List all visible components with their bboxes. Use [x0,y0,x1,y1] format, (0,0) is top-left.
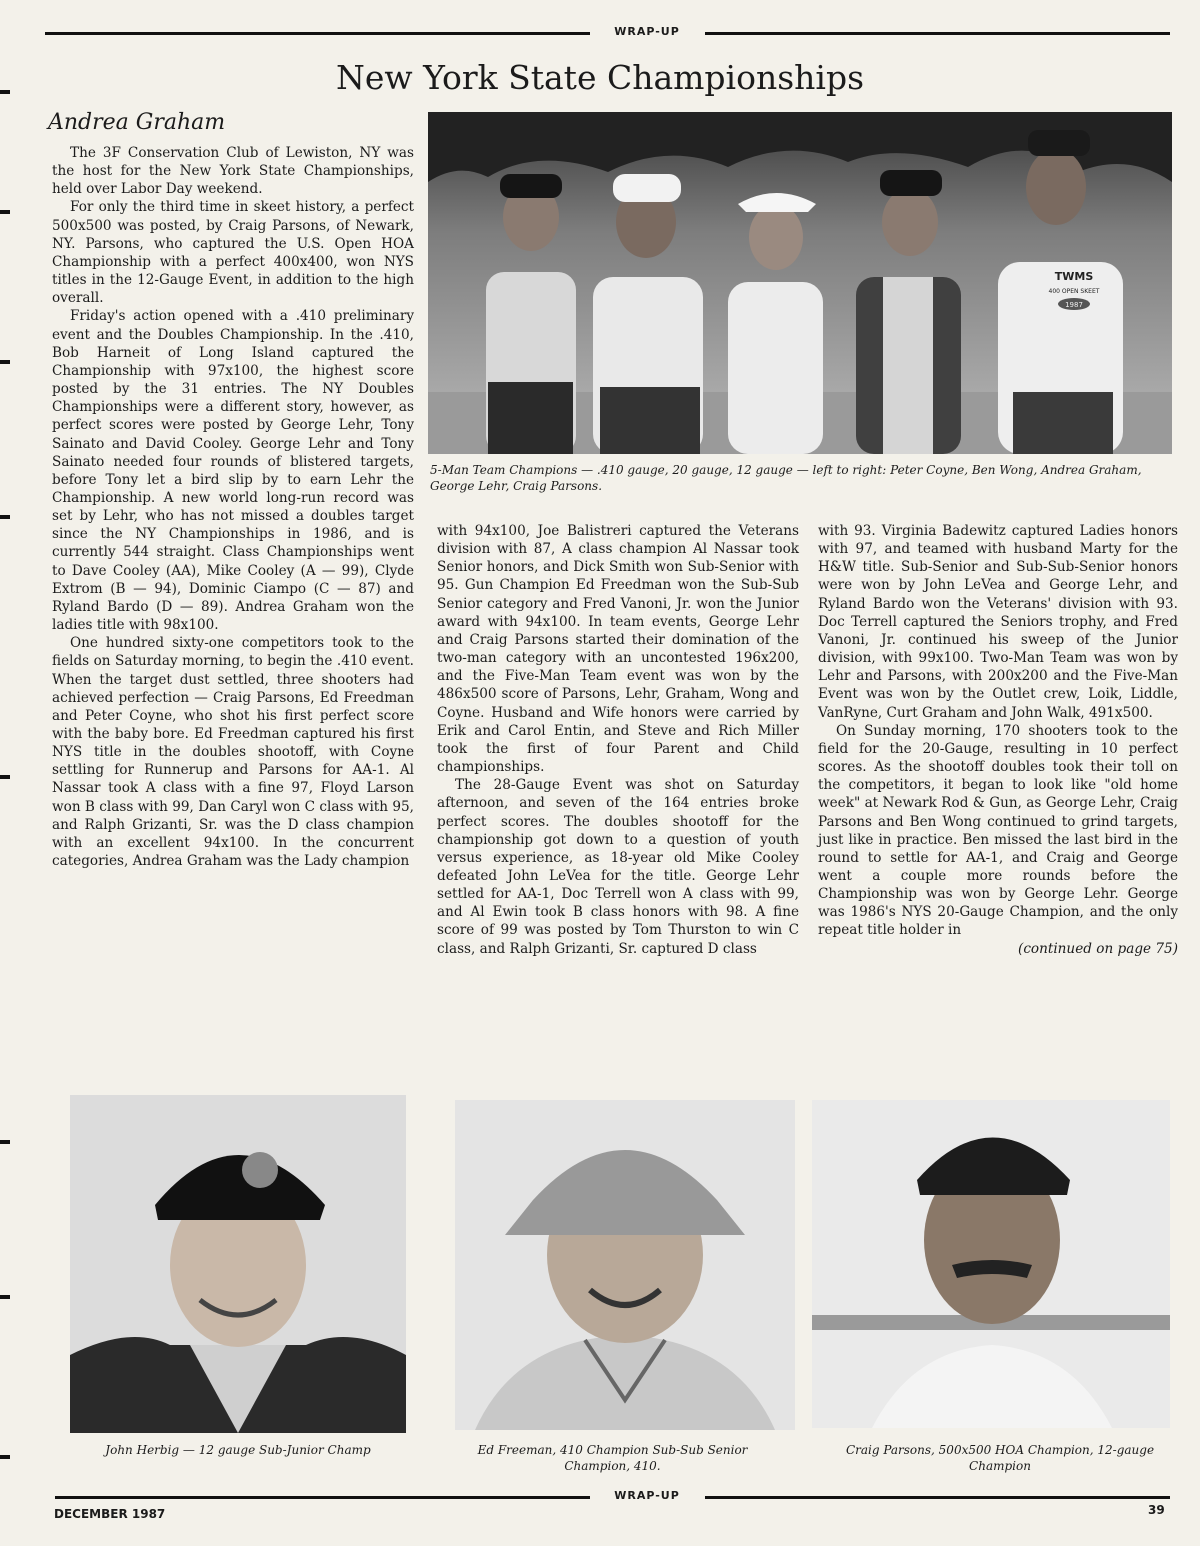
footer-line-right [705,1496,1170,1499]
binder-mark [0,1140,10,1144]
continued-note: (continued on page 75) [1018,940,1178,957]
portrait-photo-3 [812,1100,1170,1428]
portrait-caption-2: Ed Freeman, 410 Champion Sub-Sub Senior Champion, 410. [477,1443,748,1473]
page-number: 39 [1148,1503,1165,1517]
binder-mark [0,1455,10,1459]
shirt-text-line3: 1987 [1065,301,1083,309]
portrait-caption-3: Craig Parsons, 500x500 HOA Champion, 12-gauge Champion [845,1443,1155,1473]
shirt-text-line2: 400 OPEN SKEET [1048,288,1100,295]
footer-date: DECEMBER 1987 [54,1507,166,1521]
header-section-tag: WRAP-UP [614,25,680,38]
portrait-caption-1: John Herbig — 12 gauge Sub-Junior Champ [105,1443,371,1457]
paragraph: On Sunday morning, 170 shooters took to the field for the 20-Gauge, resulting in 10 perfect scores. As the shootoff doubles took their toll on the competitors, it began to look like "old home week" at Newark Rod & Gun, as George Lehr, Craig Parsons and Ben Wong continued to grind targets, just like in practice. Ben missed the last bird in the round to settle for AA-1, and Craig and George went a couple more rounds before the Championship was won by George Lehr. George was 1986's NYS 20-Gauge Champion, and the only repeat title holder in [818,722,1178,939]
binder-mark [0,210,10,214]
footer-rule [45,1490,1170,1504]
article-title: New York State Championships [335,58,865,97]
article-column-1 [52,144,414,870]
team-photo-caption: 5-Man Team Champions — .410 gauge, 20 gauge, 12 gauge — left to right: Peter Coyne, Ben Wong, Andrea Graham, George Lehr, Craig Parsons. [430,463,1142,493]
paragraph: Friday's action opened with a .410 preliminary event and the Doubles Championship. In the .410, Bob Harneit of Long Island captured the Championship with 97x100, the highest score posted by the 31 entries. The NY Doubles Championships were a different story, however, as perfect scores were posted by George Lehr, Tony Sainato and David Cooley. George Lehr and Tony Sainato needed four rounds of blistered targets, before Tony let a bird slip by to earn Lehr the Championship. A new world long-run record was set by Lehr, who has not missed a doubles target since the NY Championships in 1986, and is currently 544 straight. Class Championships went to Dave Cooley (AA), Mike Cooley (A — 99), Clyde Extrom (B — 94), Dominic Ciampo (C — 87) and Ryland Bardo (D — 89). Andrea Graham won the ladies title with 98x100. [52,308,414,634]
binder-mark [0,1295,10,1299]
paragraph: For only the third time in skeet history, a perfect 500x500 was posted, by Craig Parsons, of Newark, NY. Parsons, who captured the U.S. Open HOA Championship with a perfect 400x400, won NYS titles in the 12-Gauge Event, in addition to the high overall. [52,199,414,307]
paragraph: The 3F Conservation Club of Lewiston, NY was the host for the New York State Championships, held over Labor Day weekend. [52,145,414,198]
binder-mark [0,775,10,779]
binder-mark [0,90,10,94]
header-line-right [705,32,1170,35]
article-column-3 [818,522,1178,958]
team-photo [428,112,1172,454]
binder-mark [0,360,10,364]
binder-mark [0,515,10,519]
paragraph: The 28-Gauge Event was shot on Saturday afternoon, and seven of the 164 entries broke perfect scores. The doubles shootoff for the championship got down to a question of youth versus experience, as 18-year old Mike Cooley defeated John LeVea for the title. George Lehr settled for AA-1, Doc Terrell won A class with 99, and Al Ewin took B class honors with 98. A fine score of 99 was posted by Tom Thurston to win C class, and Ralph Grizanti, Sr. captured D class [437,777,799,957]
portrait-photo-1 [70,1095,406,1433]
footer-section-tag: WRAP-UP [614,1489,680,1502]
paragraph: with 94x100, Joe Balistreri captured the Veterans division with 87, A class champion Al Nassar took Senior honors, and Dick Smith won Sub-Senior with 95. Gun Champion Ed Freedman won the Sub-Sub Senior category and Fred Vanoni, Jr. won the Junior award with 94x100. In team events, George Lehr and Craig Parsons started their domination of the two-man category with an uncontested 196x200, and the Five-Man Team event was won by the 486x500 score of Parsons, Lehr, Graham, Wong and Coyne. Husband and Wife honors were carried by Erik and Carol Entin, and Steve and Rich Miller took the first of four Parent and Child championships. [437,523,799,776]
portrait-photo-2 [455,1100,795,1430]
header-line-left [45,32,590,35]
header-rule [45,26,1170,40]
article-column-2 [437,522,799,958]
paragraph: with 93. Virginia Badewitz captured Ladies honors with 97, and teamed with husband Marty for the H&W title. Sub-Senior and Sub-Sub-Senior honors were won by John LeVea and George Lehr, and Ryland Bardo won the Veterans' division with 93. Doc Terrell captured the Seniors trophy, and Fred Vanoni, Jr. continued his sweep of the Junior division, with 99x100. Two-Man Team was won by Lehr and Parsons, with 200x200 and the Five-Man Event was won by the Outlet crew, Loik, Liddle, VanRyne, Curt Graham and John Walk, 491x500. [818,523,1178,721]
article-byline: Andrea Graham [48,110,226,135]
footer-line-left [55,1496,590,1499]
paragraph: One hundred sixty-one competitors took to the fields on Saturday morning, to begin the .410 event. When the target dust settled, three shooters had achieved perfection — Craig Parsons, Ed Freedman and Peter Coyne, who shot his first perfect score with the baby bore. Ed Freedman captured his first NYS title in the doubles shootoff, with Coyne settling for Runnerup and Parsons for AA-1. Al Nassar took A class with a fine 97, Floyd Larson won B class with 99, Dan Caryl won C class with 95, and Ralph Grizanti, Sr. was the D class champion with an excellent 94x100. In the concurrent categories, Andrea Graham was the Lady champion [52,635,414,870]
shirt-text-line1: TWMS [1054,270,1094,283]
